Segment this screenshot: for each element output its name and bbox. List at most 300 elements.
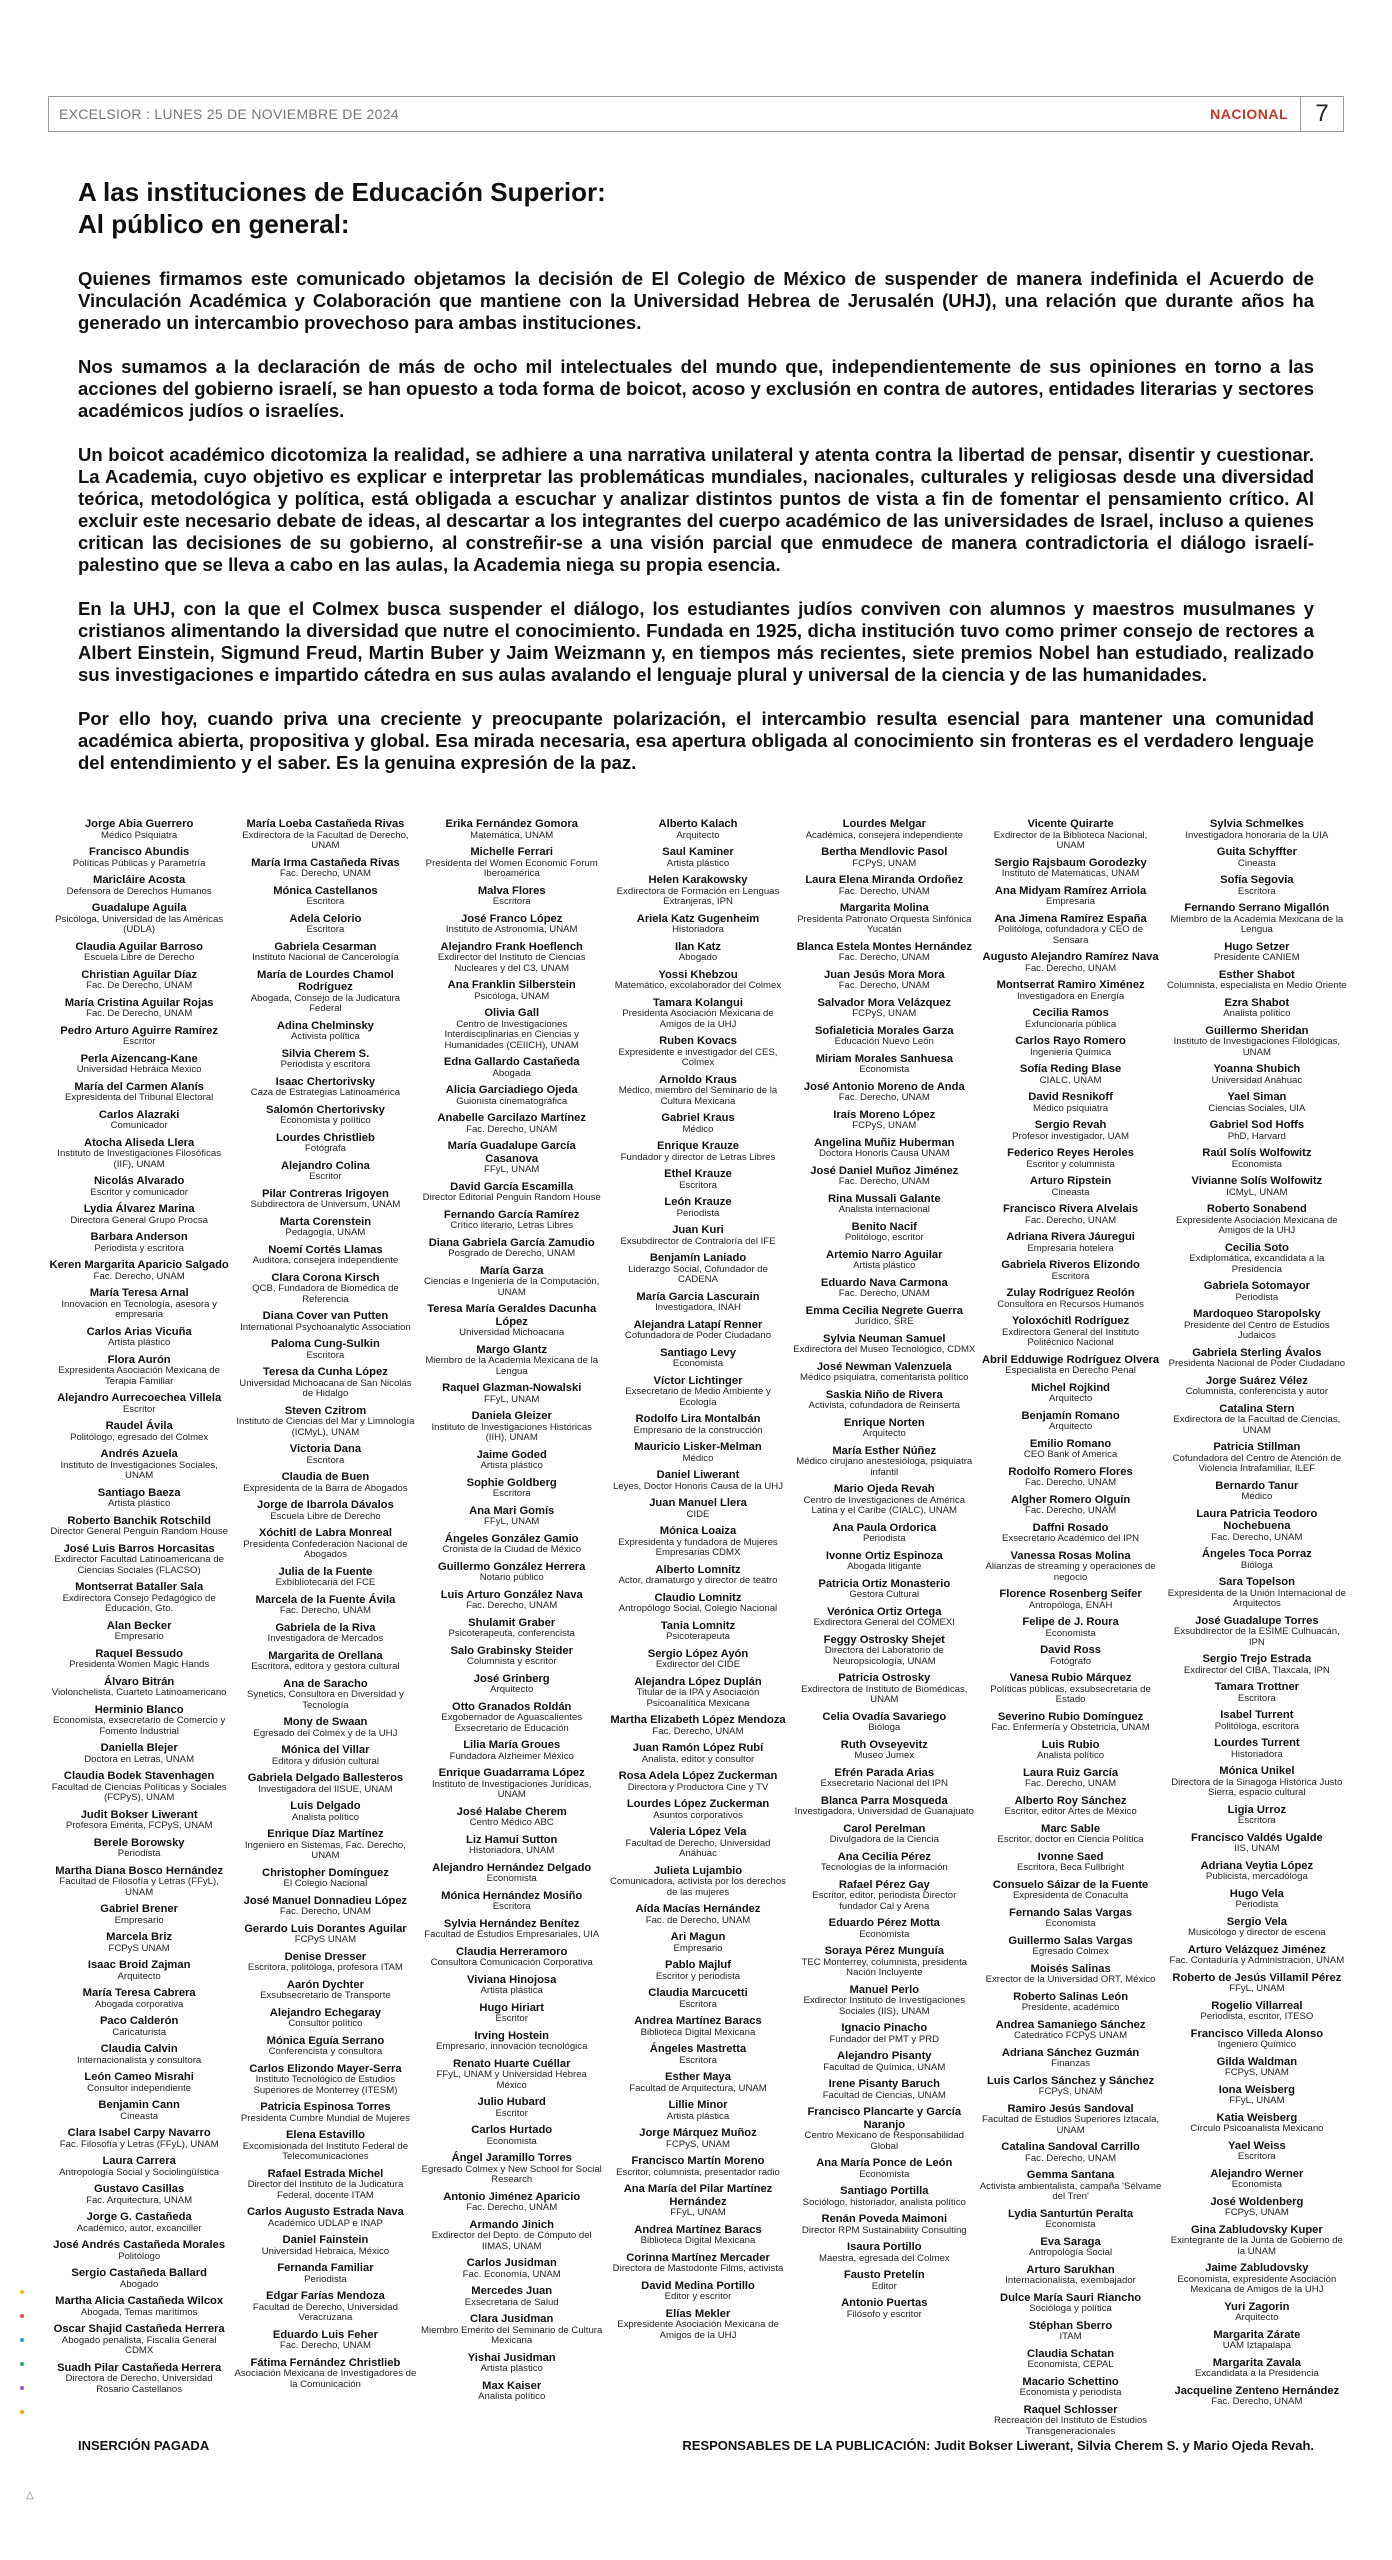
signatory-description: Artista plástico	[107, 1337, 171, 1348]
signatory-entry	[1166, 1403, 1348, 1437]
signatory-entry	[421, 1673, 603, 1696]
signatory-entry	[979, 1522, 1161, 1545]
signatory-entry	[607, 2127, 789, 2150]
paragraph-3: Un boicot académico dicotomiza la realidad, se adhiere a una narrativa unilateral y atenta contra la libertad de pensar, disentir y cuestionar. La Academia, cuyo objetivo es explicar e interpretar las problemáticas mundiales, nacionales, culturales y religiosas desde una diversidad teórica, metodológica y política, está obligada a escuchar y analizar distintos puntos de vista a fin de fomentar el pensamiento crítico. Al excluir este necesario debate de ideas, al descartar a los integrantes del cuerpo académico de las universidades de Israel, incluso a quienes critican las decisiones de su gobierno, al constreñir-se a una visión parcial que enmudece de manera contradictoria el diálogo israelí-palestino que se lleva a cabo en las aulas, la Academia niega su propia esencia.	[78, 444, 1314, 575]
signatory-entry	[234, 1594, 416, 1617]
signatory-description: Exdirectora de Formación en Lenguas Extranjeras, IPN	[616, 885, 780, 907]
signatory-name: Rafael Estrada Michel	[267, 2167, 384, 2180]
signatory-description: Conferencista y consultora	[268, 2046, 383, 2057]
signatory-entry	[607, 1865, 789, 1899]
signatory-name: Fausto Pretelín	[843, 2269, 925, 2281]
signatory-entry	[1166, 1280, 1348, 1303]
signatory-name: Mario Ojeda Revah	[833, 1483, 935, 1495]
section-name: NACIONAL	[1210, 106, 1288, 122]
signatory-name: Jorge G. Castañeda	[86, 2211, 192, 2223]
signatory-description: Columnista y escritor	[466, 1656, 557, 1667]
signatory-entry	[793, 1711, 975, 1734]
signatory-entry	[1166, 1203, 1348, 1237]
signatory-description: Facultad de Ciencias Políticas y Sociales (FCPyS), UNAM	[51, 1781, 227, 1803]
signatory-name: Ana Franklin Silberstein	[447, 979, 576, 991]
signatory-name: Clara Corona Kirsch	[271, 1271, 380, 1284]
signatory-entry	[607, 1252, 789, 1286]
signatory-name: Michel Rojkind	[1031, 1381, 1111, 1394]
signatory-entry	[48, 1109, 230, 1132]
signatory-description: Fac. Derecho, UNAM	[1211, 1531, 1303, 1543]
signatory-description: Escritor, doctor en Ciencia Política	[997, 1834, 1144, 1845]
signatory-description: Escritor y columnista	[1026, 1158, 1115, 1170]
signatory-description: ICMyL, UNAM	[1226, 1186, 1288, 1198]
signatory-name: Ilan Katz	[674, 940, 721, 953]
signatory-name: Isabel Turrent	[1220, 1709, 1294, 1721]
signatory-name: Luis Carlos Sánchez y Sánchez	[986, 2074, 1155, 2087]
signatory-description: Politóloga, cofundadora y CEO de Sensara	[998, 924, 1144, 946]
signatory-name: Alejandra López Duplán	[634, 1675, 762, 1688]
signatory-entry	[793, 2297, 975, 2320]
signatory-name: Emma Cecilia Negrete Guerra	[805, 1304, 963, 1317]
signatory-entry	[234, 1076, 416, 1099]
signatory-entry	[979, 1907, 1161, 1930]
signatory-entry	[421, 1382, 603, 1405]
signatory-description: Directora de Mastodonte Films, activista	[612, 2263, 784, 2274]
signatory-description: Cronista de la Ciudad de México	[442, 1544, 582, 1555]
signatory-entry	[607, 2280, 789, 2303]
signatory-description: Fac. Derecho, UNAM	[838, 1176, 930, 1187]
signatory-column	[1166, 818, 1348, 2442]
signatory-description: Empresaria	[1046, 896, 1096, 907]
signatory-description: Asociación Mexicana de Investigadores de la Comunicación	[234, 2368, 417, 2390]
signatory-description: Bióloga	[868, 1722, 901, 1733]
signatory-name: Mónica Castellanos	[273, 884, 378, 897]
signatory-entry	[421, 1617, 603, 1640]
signatory-name: Ángeles González Gamio	[444, 1532, 579, 1545]
signatory-name: Bernardo Tanur	[1215, 1479, 1299, 1492]
signatory-entry	[421, 1007, 603, 1051]
signatory-name: Ligia Urroz	[1227, 1803, 1287, 1816]
signatory-name: María Garza	[479, 1264, 544, 1277]
signatory-name: Gabriel Sod Hoffs	[1209, 1119, 1305, 1131]
signatory-description: Investigadora en Energía	[1016, 990, 1125, 1002]
signatory-name: Patricia Ortiz Monasterio	[818, 1577, 951, 1590]
signatory-description: Instituto de Investigaciones Filosóficas (IIF), UNAM	[57, 1148, 221, 1170]
signatory-name: Carlos Arias Vicuña	[86, 1325, 192, 1338]
signatory-entry	[607, 2252, 789, 2275]
signatory-name: Sergio Revah	[1034, 1119, 1107, 1131]
signatory-name: Carol Perelman	[843, 1822, 926, 1835]
signatory-name: Cecilia Soto	[1224, 1241, 1289, 1254]
signatory-description: Fac. Filosofía y Letras (FFyL), UNAM	[59, 2138, 219, 2150]
signatory-description: Analista político	[478, 2391, 546, 2402]
signatory-entry	[607, 2015, 789, 2038]
signatory-name: Sergio Vela	[1226, 1915, 1288, 1928]
signatory-name: Luis Arturo González Nava	[440, 1588, 583, 1601]
signatory-name: Helen Karakowsky	[648, 874, 748, 886]
signatory-name: Lydia Álvarez Marina	[83, 1203, 195, 1215]
signatory-name: Isaac Chertorivsky	[275, 1075, 376, 1088]
signatory-name: Diana Gabriela García Zamudio	[428, 1236, 595, 1249]
signatory-description: Fac. Derecho, UNAM	[466, 2202, 558, 2213]
signatory-description: Investigadora de Mercados	[267, 1633, 384, 1644]
signatory-description: Profesora Emérita, FCPyS, UNAM	[65, 1820, 213, 1831]
signatory-entry	[48, 1676, 230, 1699]
signatory-description: Instituto Nacional de Cancerología	[252, 952, 399, 963]
signatory-entry	[793, 1277, 975, 1300]
signatory-description: Catedrático FCPyS UNAM	[1014, 2030, 1128, 2041]
signatory-entry	[793, 1634, 975, 1668]
signatory-entry	[979, 951, 1161, 974]
signatory-entry	[421, 1890, 603, 1913]
signatory-description: Expresidenta de la Barra de Abogados	[243, 1482, 408, 1494]
signatory-entry	[979, 1203, 1161, 1226]
signatory-name: Santiago Baeza	[97, 1486, 181, 1499]
signatory-description: Excandidata a la Presidencia	[1194, 2368, 1319, 2379]
signatory-entry	[607, 1903, 789, 1926]
signatory-description: Facultad de Estudios Superiores Iztacala, UNAM	[982, 2114, 1160, 2136]
signatory-entry	[234, 1800, 416, 1823]
title-line-2: Al público en general:	[78, 209, 350, 239]
signatory-name: Sofía Reding Blase	[1019, 1063, 1122, 1075]
signatory-entry	[979, 885, 1161, 908]
signatory-description: Instituto de Investigaciones Jurídicas, UNAM	[431, 1778, 592, 1800]
signatory-name: Margarita Zárate	[1213, 2328, 1301, 2341]
publication-responsibles: RESPONSABLES DE LA PUBLICACIÓN: Judit Bokser Liwerant, Silvia Cherem S. y Mario Ojeda Revah.	[682, 2438, 1314, 2453]
signatory-description: Universidad Anáhuac	[1211, 1074, 1303, 1086]
signatory-name: Martha Diana Bosco Hernández	[55, 1864, 224, 1877]
signatory-entry	[48, 1903, 230, 1926]
signatory-name: León Cameo Misrahi	[84, 2071, 194, 2083]
signatory-entry	[979, 2075, 1161, 2098]
signatory-name: David Medina Portillo	[641, 2279, 755, 2292]
signatory-name: María Teresa Cabrera	[82, 1987, 196, 1999]
signatory-description: Defensora de Derechos Humanos	[66, 885, 212, 897]
signatory-name: Rosa Adela López Zuckerman	[618, 1770, 778, 1782]
signatory-name: Lilia María Groues	[463, 1739, 561, 1751]
signatory-entry	[234, 1366, 416, 1400]
signatory-name: Benjamín Laniado	[649, 1252, 747, 1264]
signatory-description: Investigadora, Universidad de Guanajuato	[794, 1806, 974, 1817]
signatory-description: Universidad Hebráica Mexico	[76, 1064, 202, 1075]
signatory-description: Columnista, especialista en Medio Oriente	[1166, 980, 1347, 991]
signatory-name: Adriana Rivera Jáuregui	[1006, 1231, 1135, 1243]
signatory-description: Abogada, Consejo de la Judicatura Federal	[250, 992, 401, 1014]
signatory-description: Fac. Derecho, UNAM	[838, 952, 930, 963]
signatory-name: Daniella Blejer	[100, 1742, 178, 1754]
signatory-entry	[793, 1483, 975, 1517]
signatory-entry	[607, 2155, 789, 2178]
signatory-description: Abogado penalista, Fiscalía General CDMX	[61, 2334, 217, 2356]
signatory-name: Francisco Abundis	[88, 846, 190, 858]
signatory-entry	[421, 1739, 603, 1762]
signatory-entry	[1166, 846, 1348, 869]
signatory-description: Analista político	[1223, 1008, 1291, 1019]
signatory-entry	[421, 1265, 603, 1299]
signatory-description: Escritora	[306, 1349, 345, 1361]
signatory-entry	[793, 1053, 975, 1076]
signatory-description: Médico Psiquiatra	[101, 829, 178, 841]
signatory-name: Elena Estavillo	[285, 2129, 365, 2141]
signatory-entry	[234, 1188, 416, 1211]
signatory-entry	[1166, 997, 1348, 1020]
signatory-entry	[1166, 1242, 1348, 1276]
signatory-description: Fac. Derecho, UNAM	[279, 1605, 371, 1616]
signatory-name: Angelina Muñiz Huberman	[814, 1136, 955, 1149]
signatory-name: Gabriela Delgado Ballesteros	[247, 1772, 404, 1784]
signatory-entry	[421, 818, 603, 841]
signatory-name: Otto Granados Roldán	[452, 1700, 572, 1713]
signatory-entry	[979, 2047, 1161, 2070]
signatory-description: Cineasta	[1237, 857, 1276, 869]
signatory-entry	[48, 1837, 230, 1860]
paragraph-2: Nos sumamos a la declaración de más de ocho mil intelectuales del mundo que, independientemente de sus opiniones en torno a las acciones del gobierno israelí, se han opuesto a toda forma de boicot, acoso y exclusión en contra de autores, entidades literarias y sectores académicos judíos o israelíes.	[78, 356, 1314, 421]
signatory-description: Exdirectora Consejo Pedagógico de Educación, Gto.	[62, 1592, 216, 1614]
signatory-name: Alejandro Hernández Delgado	[432, 1861, 592, 1874]
signatory-name: Arturo Sarukhan	[1026, 2263, 1115, 2276]
signatory-entry	[607, 1525, 789, 1559]
signatory-name: Carlos Elizondo Mayer-Serra	[249, 2062, 402, 2075]
signatory-entry	[234, 2129, 416, 2163]
signatory-name: Carlos Hurtado	[471, 2124, 553, 2136]
signatory-name: María Guadalupe García Casanova	[447, 1140, 576, 1165]
signatory-description: Escritora, editora y gestora cultural	[251, 1661, 400, 1672]
signatory-name: Martha Alicia Castañeda Wilcox	[55, 2295, 224, 2307]
signatory-name: Max Kaiser	[482, 2379, 542, 2392]
signatory-name: Yossi Khebzou	[658, 968, 738, 981]
signatory-description: Exdirector Facultad Latinoamericana de Ciencias Sociales (FLACSO)	[54, 1554, 224, 1576]
signatory-entry	[48, 1648, 230, 1671]
signatory-name: Julieta Lujambio	[653, 1864, 743, 1877]
signatory-entry	[979, 2236, 1161, 2259]
signatory-description: Escritor, editor Artes de México	[1004, 1806, 1137, 1817]
signatory-entry	[48, 1931, 230, 1954]
signatory-name: Keren Margarita Aparicio Salgado	[49, 1259, 229, 1271]
signatory-description: Fac. Economía, UNAM	[462, 2268, 561, 2280]
signatory-name: Maricláire Acosta	[93, 874, 186, 886]
signatory-description: Arquitecto	[490, 1684, 534, 1695]
signatory-description: Empresario	[114, 1631, 164, 1642]
signatory-description: Empresaria hotelera	[1027, 1242, 1114, 1254]
signatory-name: Roberto de Jesús Villamil Pérez	[1172, 1971, 1342, 1984]
signatory-entry	[979, 1147, 1161, 1170]
signatory-entry	[234, 1716, 416, 1739]
signatory-entry	[1166, 1944, 1348, 1967]
signatory-name: Alberto Roy Sánchez	[1014, 1794, 1127, 1807]
signatory-entry	[48, 1053, 230, 1076]
signatory-description: Directora General Grupo Procsa	[70, 1214, 208, 1226]
signatory-description: Exintegrante de la Junta de Gobierno de la UNAM	[1170, 2235, 1343, 2257]
signatory-name: Gerardo Luis Dorantes Aguilar	[244, 1922, 407, 1935]
signatory-description: FFyL, UNAM	[483, 1516, 540, 1527]
signatory-entry	[793, 969, 975, 992]
signatory-name: Martha Elizabeth López Mendoza	[610, 1714, 786, 1726]
signatory-description: Gestora Cultural	[849, 1589, 920, 1600]
signatory-description: Escritora	[1237, 885, 1276, 897]
signatory-description: Editora y difusión cultural	[271, 1755, 380, 1767]
signatory-entry	[421, 1767, 603, 1801]
signatory-entry	[793, 1417, 975, 1440]
signatory-description: Exgobernador de Aguascalientes Exsecretario de Educación	[441, 1712, 583, 1734]
signatory-entry	[421, 913, 603, 936]
signatory-name: Ana María Ponce de León	[816, 2157, 953, 2169]
signatory-name: Sofía Segovia	[1220, 874, 1294, 886]
signatory-entry	[793, 1445, 975, 1479]
signatory-entry	[234, 1979, 416, 2002]
signatory-name: Algher Romero Olguín	[1010, 1493, 1131, 1506]
signatory-entry	[1166, 2357, 1348, 2380]
signatory-description: Psicóloga, UNAM	[474, 990, 550, 1002]
signatory-name: Juan Ramón López Rubí	[632, 1742, 764, 1754]
signatory-entry	[607, 1035, 789, 1069]
publication-footer	[78, 2438, 1314, 2453]
registration-mark-icon: △	[26, 2490, 34, 2501]
signatory-name: Enrique Díaz Martínez	[267, 1828, 384, 1840]
signatory-name: Jorge Márquez Muñoz	[639, 2127, 757, 2139]
signatory-description: Analista político	[291, 1811, 360, 1823]
signatory-entry	[607, 1770, 789, 1793]
signatory-description: Periodista	[117, 1848, 161, 1859]
signatory-entry	[48, 1259, 230, 1282]
signatory-entry	[607, 2183, 789, 2219]
signatory-name: Katia Weisberg	[1216, 2111, 1298, 2124]
signatory-entry	[48, 2295, 230, 2318]
signatory-name: María Loeba Castañeda Rivas	[246, 818, 405, 830]
signatory-description: Centro de Investigaciones Interdisciplinarias en Ciencias y Humanidades (CEIICH), UNAM	[444, 1018, 579, 1051]
signatory-description: Arquitecto	[1048, 1393, 1093, 1404]
signatory-description: Director Editorial Penguin Random House	[422, 1192, 601, 1203]
signatory-description: Doctora en Letras, UNAM	[84, 1753, 195, 1765]
signatory-entry	[1166, 1888, 1348, 1911]
signatory-name: Marta Corenstein	[279, 1215, 372, 1228]
signatory-description: Miembro de la Academia Mexicana de la Lengua	[1170, 913, 1344, 935]
signatory-description: FFyL, UNAM	[670, 2207, 726, 2218]
signatory-name: Guita Schyffter	[1216, 846, 1297, 858]
signatory-entry	[607, 1714, 789, 1737]
signatory-name: Claudia Bodek Stavenhagen	[63, 1770, 215, 1782]
signatory-name: Christopher Domínguez	[262, 1866, 389, 1879]
signatory-name: Mónica Eguía Serrano	[266, 2034, 385, 2047]
signatory-description: Leyes, Doctor Honoris Causa de la UHJ	[612, 1480, 784, 1492]
signatory-entry	[421, 1181, 603, 1204]
signatory-description: Expresidente e investigador del CES, Colmex	[618, 1046, 778, 1068]
signatory-name: Vicente Quirarte	[1027, 818, 1114, 830]
signatory-description: Exdirector de la Biblioteca Nacional, UNAM	[993, 829, 1148, 851]
signatory-entry	[234, 1471, 416, 1494]
signatory-description: Fac. Contaduría y Administración, UNAM	[1169, 1955, 1345, 1966]
signatory-description: Historiadora, UNAM	[469, 1845, 555, 1856]
signatory-description: Antropología Social	[1028, 2247, 1113, 2258]
signatory-entry	[607, 997, 789, 1031]
signatory-entry	[793, 1389, 975, 1412]
signatory-entry	[979, 2264, 1161, 2287]
signatory-description: Escritora	[306, 924, 345, 935]
signatory-description: Psicóloga, Universidad de las Américas (UDLA)	[55, 913, 224, 935]
signatory-entry	[607, 1375, 789, 1409]
signatory-description: Facultad de Química, UNAM	[823, 2061, 946, 2073]
signatory-entry	[979, 1494, 1161, 1517]
signatory-name: Tania Lomnitz	[660, 1619, 736, 1632]
signatory-entry	[234, 1527, 416, 1561]
signatory-entry	[793, 1795, 975, 1818]
signatory-entry	[48, 2071, 230, 2094]
signatory-name: Benjamin Cann	[98, 2099, 180, 2111]
signatory-description: Médico	[1241, 1491, 1273, 1502]
signatory-description: Expresidenta Asociación Mexicana de Terapia Familiar	[58, 1365, 220, 1387]
signatory-entry	[421, 2124, 603, 2147]
signatory-name: José Andrés Castañeda Morales	[53, 2239, 226, 2251]
signatory-description: Presidenta Patronato Orquesta Sinfónica Yucatán	[797, 913, 972, 935]
signatory-name: Teresa María Geraldes Dacunha López	[427, 1303, 597, 1328]
signatory-description: Ciencias Sociales, UIA	[1208, 1102, 1306, 1114]
signatory-entry	[421, 2002, 603, 2025]
signatory-name: Yishai Jusidman	[467, 2351, 556, 2364]
signatory-name: Steven Czitrom	[284, 1404, 367, 1417]
signatory-entry	[234, 1405, 416, 1439]
signatory-description: Exsubdirector de la ESIME Culhuacán, IPN	[1173, 1626, 1340, 1648]
signatory-entry	[607, 1676, 789, 1710]
signatory-description: Fundador del PMT y PRD	[829, 2033, 940, 2045]
signatory-name: Margarita Zavala	[1212, 2356, 1301, 2369]
signatory-description: Escritora	[1051, 1270, 1090, 1282]
signatory-name: Paloma Cung-Sulkin	[271, 1338, 380, 1350]
signatory-name: Lillie Minor	[668, 2099, 728, 2111]
signatory-description: Cineasta	[120, 2110, 159, 2122]
signatory-name: Juan Manuel Llera	[649, 1497, 747, 1509]
signatory-description: Fac. Derecho, UNAM	[279, 1906, 371, 1917]
signatory-entry	[793, 818, 975, 841]
signatory-description: Exdirectora de Instituto de Biomédicas, UNAM	[801, 1683, 968, 1705]
signatory-name: Salvador Mora Velázquez	[817, 996, 952, 1009]
signatory-entry	[1166, 2224, 1348, 2258]
signatory-name: Lourdes López Zuckerman	[626, 1798, 770, 1810]
signatory-entry	[48, 1392, 230, 1415]
signatory-description: Miembro Emérito del Seminario de Cultura Mexicana	[421, 2324, 603, 2346]
signatory-entry	[234, 1566, 416, 1589]
signatory-entry	[1166, 1916, 1348, 1939]
signatory-entry	[607, 1112, 789, 1135]
color-dot	[20, 2362, 24, 2366]
signatory-description: Instituto de Ciencias del Mar y Limnología (ICMyL), UNAM	[236, 1416, 415, 1438]
signatory-entry	[421, 2257, 603, 2280]
signatory-name: Jorge Suárez Vélez	[1205, 1374, 1308, 1387]
signatory-entry	[48, 1620, 230, 1643]
signatory-entry	[793, 2106, 975, 2152]
signatory-name: Ruben Kovacs	[659, 1035, 737, 1047]
signatory-entry	[979, 1315, 1161, 1349]
signatory-description: Activista, cofundadora de Reinserta	[808, 1400, 960, 1411]
signatory-name: Margo Glantz	[476, 1343, 548, 1356]
paid-insertion-label: INSERCIÓN PAGADA	[78, 2438, 210, 2453]
signatory-entry	[48, 1742, 230, 1765]
signatory-column	[793, 818, 975, 2442]
signatory-name: Sylvia Hernández Benítez	[443, 1917, 580, 1930]
signatory-description: Fac. Derecho, UNAM	[838, 1092, 930, 1103]
signatory-entry	[234, 2101, 416, 2124]
signatory-description: Médico cirujano anestesióloga, psiquiatra infantil	[796, 1456, 973, 1478]
signatory-description: Fac. Arquitectura, UNAM	[86, 2194, 193, 2206]
signatory-description: FCPyS, UNAM	[1038, 2086, 1103, 2097]
signatory-name: Marc Sable	[1041, 1822, 1101, 1835]
signatory-name: Blanca Parra Mosqueda	[820, 1794, 948, 1807]
signatory-name: Gina Zabludovsky Kuper	[1190, 2223, 1323, 2236]
signatory-description: Periodista, escritor, ITESO	[1200, 2011, 1314, 2022]
signatory-entry	[1166, 1375, 1348, 1398]
signatory-name: Guillermo González Herrera	[438, 1560, 586, 1573]
signatory-description: Exdirectora del Museo Tecnológico, CDMX	[793, 1344, 976, 1355]
signatory-description: FCPyS, UNAM	[852, 1008, 917, 1019]
signatory-entry	[793, 997, 975, 1020]
signatory-entry	[607, 1648, 789, 1671]
signatory-description: Arquitecto	[676, 829, 720, 841]
signatory-description: Fundadora Alzheimer México	[449, 1750, 574, 1762]
signatory-description: FCPyS UNAM	[294, 1934, 357, 1945]
